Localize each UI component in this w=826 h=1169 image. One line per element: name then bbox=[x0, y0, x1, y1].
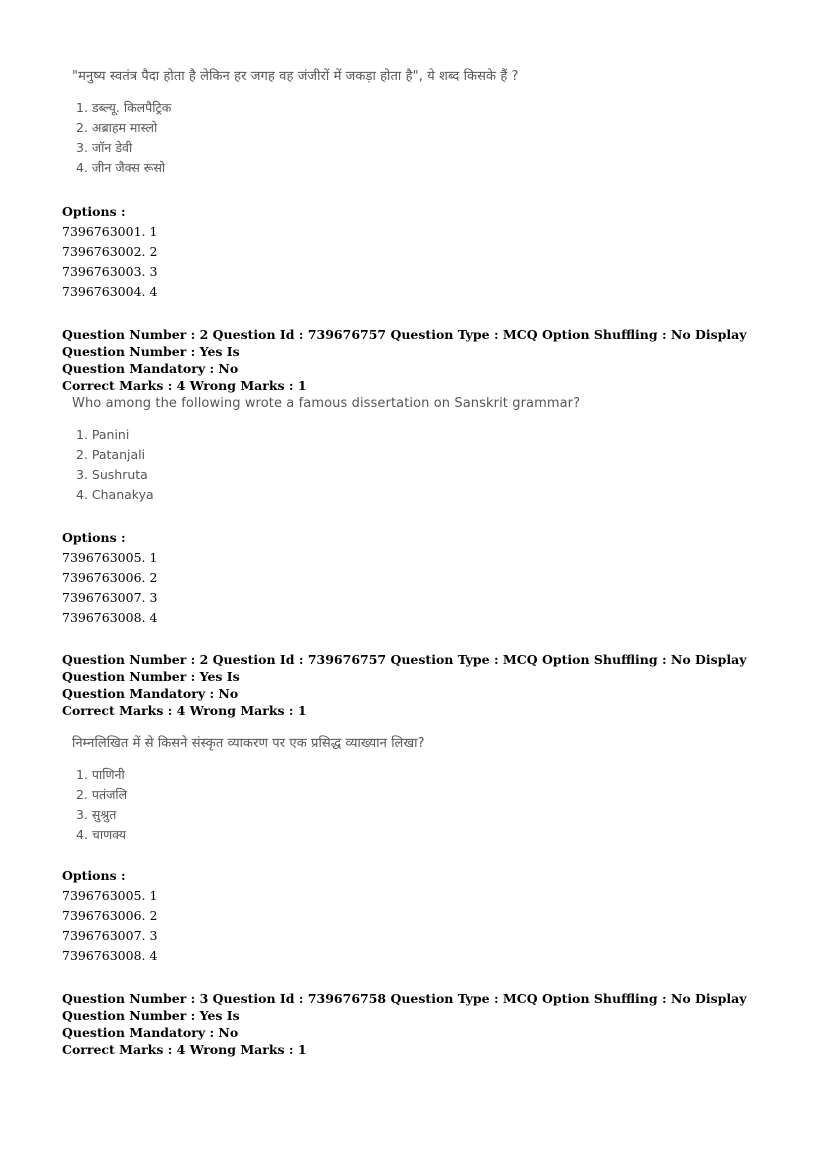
question-marks: Correct Marks : 4 Wrong Marks : 1 bbox=[62, 378, 307, 393]
question-marks: Correct Marks : 4 Wrong Marks : 1 bbox=[62, 1042, 307, 1057]
option-id: 7396763007. 3 bbox=[62, 928, 158, 943]
choice-item: 1. Panini bbox=[76, 427, 130, 442]
question-stem: Who among the following wrote a famous dissertation on Sanskrit grammar? bbox=[72, 396, 581, 411]
options-block-3 bbox=[62, 866, 157, 966]
choice-item: 4. Chanakya bbox=[76, 487, 154, 502]
choice-list bbox=[72, 425, 580, 505]
options-title: Options : bbox=[62, 530, 126, 545]
question-3-meta bbox=[62, 990, 778, 1058]
question-2-english-image bbox=[72, 396, 580, 505]
question-stem: निम्नलिखित में से किसने संस्कृत व्याकरण पर एक प्रसिद्ध व्याख्यान लिखा? bbox=[72, 736, 425, 751]
question-meta-line: Question Number : 3 Question Id : 739676758 Question Type : MCQ Option Shuffling : No Display Question Number : Yes Is bbox=[62, 991, 747, 1023]
question-2-hindi-image bbox=[72, 733, 425, 845]
option-id: 7396763008. 4 bbox=[62, 610, 158, 625]
question-marks: Correct Marks : 4 Wrong Marks : 1 bbox=[62, 703, 307, 718]
choice-item: 3. Sushruta bbox=[76, 467, 148, 482]
question-1-image bbox=[72, 66, 519, 178]
question-mandatory: Question Mandatory : No bbox=[62, 361, 239, 376]
options-title: Options : bbox=[62, 868, 126, 883]
choice-item: 3. सुश्रुत bbox=[76, 807, 117, 822]
option-id: 7396763006. 2 bbox=[62, 570, 158, 585]
question-mandatory: Question Mandatory : No bbox=[62, 686, 239, 701]
option-id: 7396763001. 1 bbox=[62, 224, 158, 239]
option-id: 7396763003. 3 bbox=[62, 264, 158, 279]
options-title: Options : bbox=[62, 204, 126, 219]
choice-item: 4. चाणक्य bbox=[76, 827, 127, 842]
choice-item: 3. जॉन डेवी bbox=[76, 140, 133, 155]
choice-item: 1. पाणिनी bbox=[76, 767, 125, 782]
question-mandatory: Question Mandatory : No bbox=[62, 1025, 239, 1040]
option-id: 7396763007. 3 bbox=[62, 590, 158, 605]
choice-item: 2. अब्राहम मास्लो bbox=[76, 120, 158, 135]
question-meta-line: Question Number : 2 Question Id : 739676757 Question Type : MCQ Option Shuffling : No Display Question Number : Yes Is bbox=[62, 327, 747, 359]
choice-item: 4. जीन जैक्स रूसो bbox=[76, 160, 166, 175]
choice-item: 2. पतंजलि bbox=[76, 787, 128, 802]
question-meta-line: Question Number : 2 Question Id : 739676757 Question Type : MCQ Option Shuffling : No Display Question Number : Yes Is bbox=[62, 652, 747, 684]
options-block-1 bbox=[62, 202, 157, 302]
option-id: 7396763005. 1 bbox=[62, 550, 158, 565]
option-id: 7396763006. 2 bbox=[62, 908, 158, 923]
choice-list bbox=[72, 765, 425, 845]
choice-item: 2. Patanjali bbox=[76, 447, 146, 462]
choice-item: 1. डब्ल्यू. किलपैट्रिक bbox=[76, 100, 172, 115]
option-id: 7396763008. 4 bbox=[62, 948, 158, 963]
option-id: 7396763002. 2 bbox=[62, 244, 158, 259]
choice-list bbox=[72, 98, 519, 178]
question-stem: "मनुष्य स्वतंत्र पैदा होता है लेकिन हर जगह वह जंजीरों में जकड़ा होता है", ये शब्द किसके हैं ? bbox=[72, 69, 519, 84]
option-id: 7396763005. 1 bbox=[62, 888, 158, 903]
question-2-meta bbox=[62, 326, 778, 394]
option-id: 7396763004. 4 bbox=[62, 284, 158, 299]
options-block-2 bbox=[62, 528, 157, 628]
question-2b-meta bbox=[62, 651, 778, 719]
